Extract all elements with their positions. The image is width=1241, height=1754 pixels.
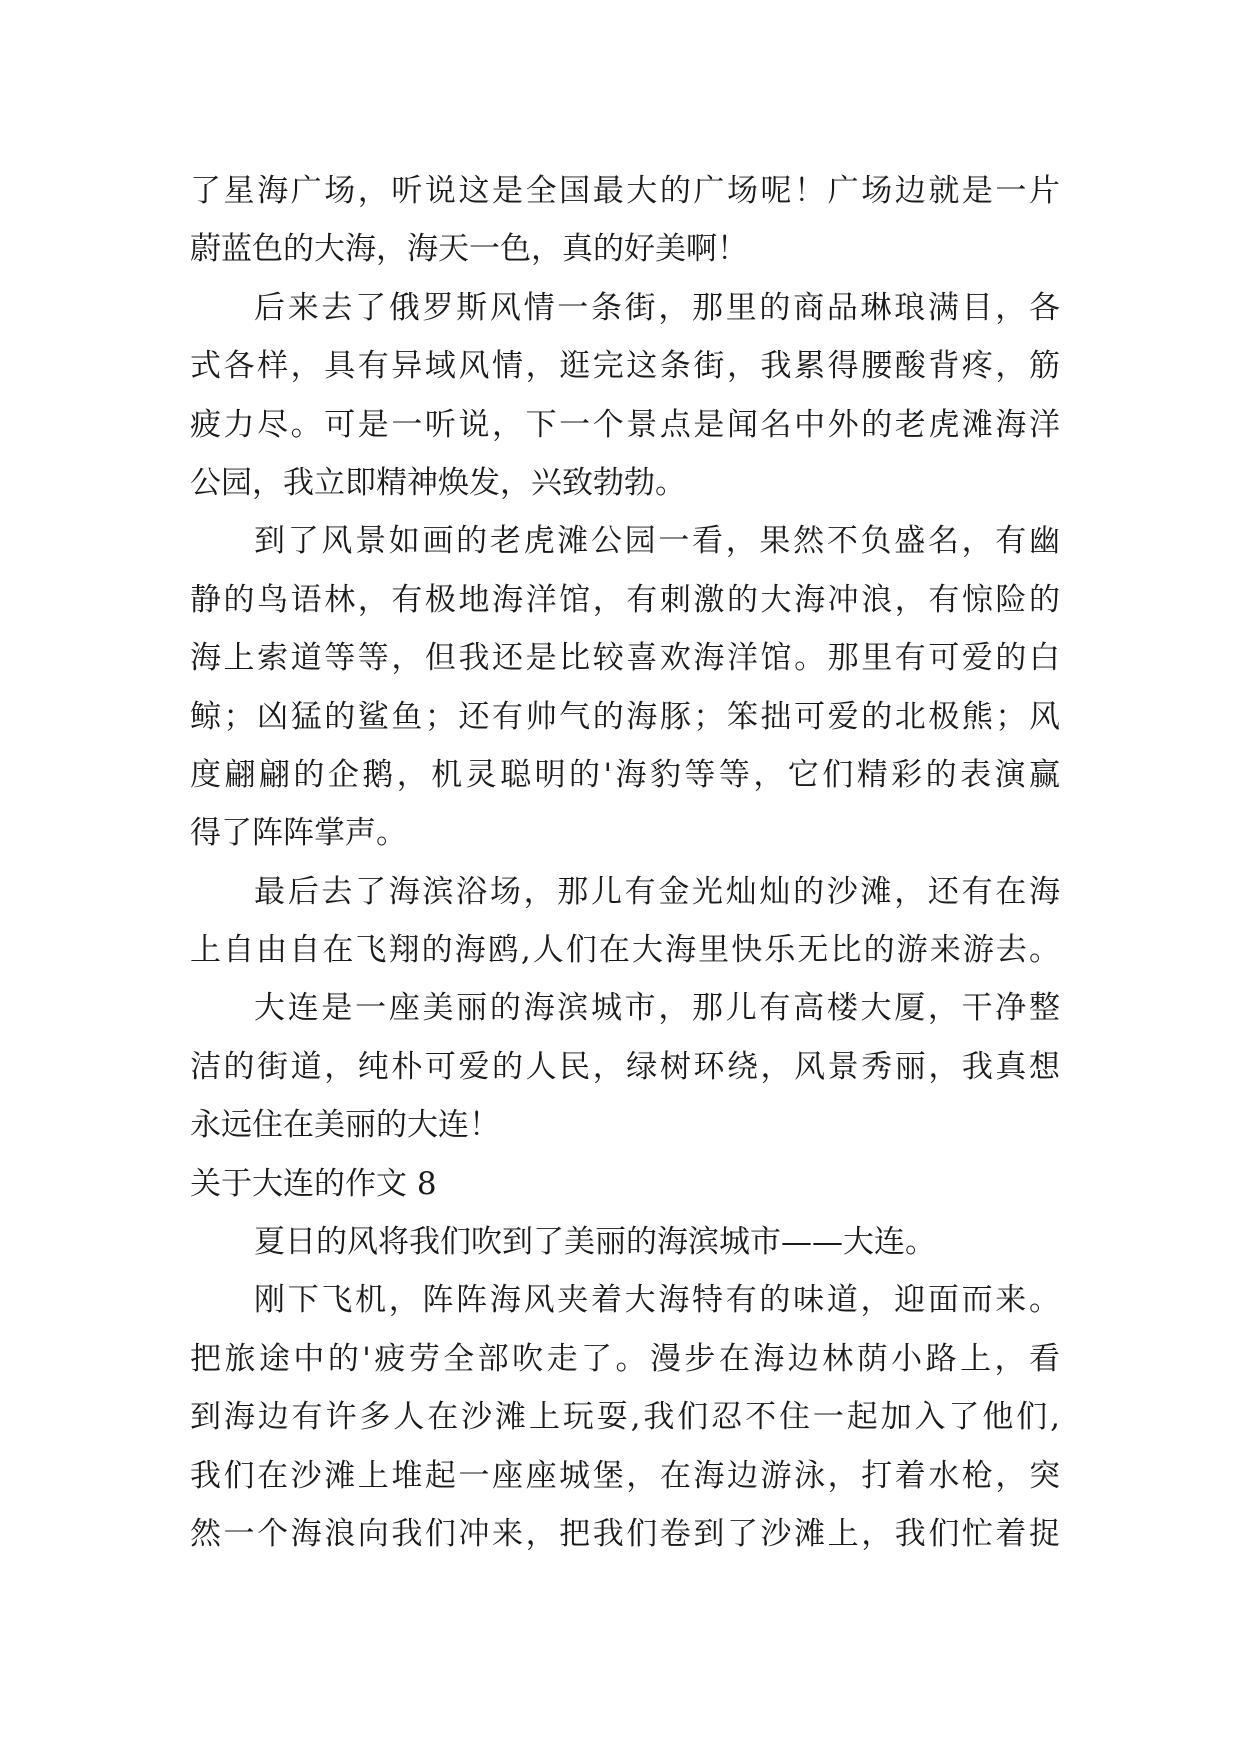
text-line: 公园，我立即精神焕发，兴致勃勃。 [190, 464, 686, 501]
text-line: 度翩翩的企鹅，机灵聪明的'海豹等等，它们精彩的表演赢 [190, 756, 1060, 793]
paragraph-start-line: 后来去了俄罗斯风情一条街，那里的商品琳琅满目，各 [254, 289, 1060, 326]
document-body [190, 162, 1060, 1563]
text-line: 把旅途中的'疲劳全部吹走了。漫步在海边林荫小路上，看 [190, 1340, 1060, 1377]
text-line: 海上索道等等，但我还是比较喜欢海洋馆。那里有可爱的白 [190, 640, 1060, 677]
text-line: 得了阵阵掌声。 [190, 815, 407, 852]
paragraph-start-line: 刚下飞机，阵阵海风夹着大海特有的味道，迎面而来。 [254, 1282, 1060, 1319]
text-line: 了星海广场，听说这是全国最大的广场呢！广场边就是一片 [190, 173, 1060, 209]
text-line: 然一个海浪向我们冲来，把我们卷到了沙滩上，我们忙着捉 [190, 1515, 1060, 1552]
paragraph-start-line: 大连是一座美丽的海滨城市，那儿有高楼大厦，干净整 [254, 990, 1060, 1027]
text-line: 蔚蓝色的大海，海天一色，真的好美啊！ [190, 231, 748, 268]
text-line: 上自由自在飞翔的海鸥,人们在大海里快乐无比的游来游去。 [190, 932, 1060, 969]
section-heading: 关于大连的作文 8 [190, 1165, 437, 1202]
text-line: 到海边有许多人在沙滩上玩耍,我们忍不住一起加入了他们, [190, 1399, 1060, 1436]
text-line: 永远住在美丽的大连！ [190, 1107, 500, 1144]
text-line: 鲸；凶猛的鲨鱼；还有帅气的海豚；笨拙可爱的北极熊；风 [190, 698, 1060, 735]
paragraph-start-line: 最后去了海滨浴场，那儿有金光灿灿的沙滩，还有在海 [254, 873, 1060, 910]
text-line: 我们在沙滩上堆起一座座城堡，在海边游泳，打着水枪，突 [190, 1457, 1060, 1494]
text-line: 疲力尽。可是一听说，下一个景点是闻名中外的老虎滩海洋 [190, 406, 1060, 443]
paragraph-start-line: 夏日的风将我们吹到了美丽的海滨城市——大连。 [254, 1224, 936, 1261]
text-line: 洁的街道，纯朴可爱的人民，绿树环绕，风景秀丽，我真想 [190, 1048, 1060, 1085]
text-line: 式各样，具有异域风情，逛完这条街，我累得腰酸背疼，筋 [190, 348, 1060, 385]
paragraph-start-line: 到了风景如画的老虎滩公园一看，果然不负盛名，有幽 [254, 523, 1060, 560]
text-line: 静的鸟语林，有极地海洋馆，有刺激的大海冲浪，有惊险的 [190, 581, 1060, 618]
